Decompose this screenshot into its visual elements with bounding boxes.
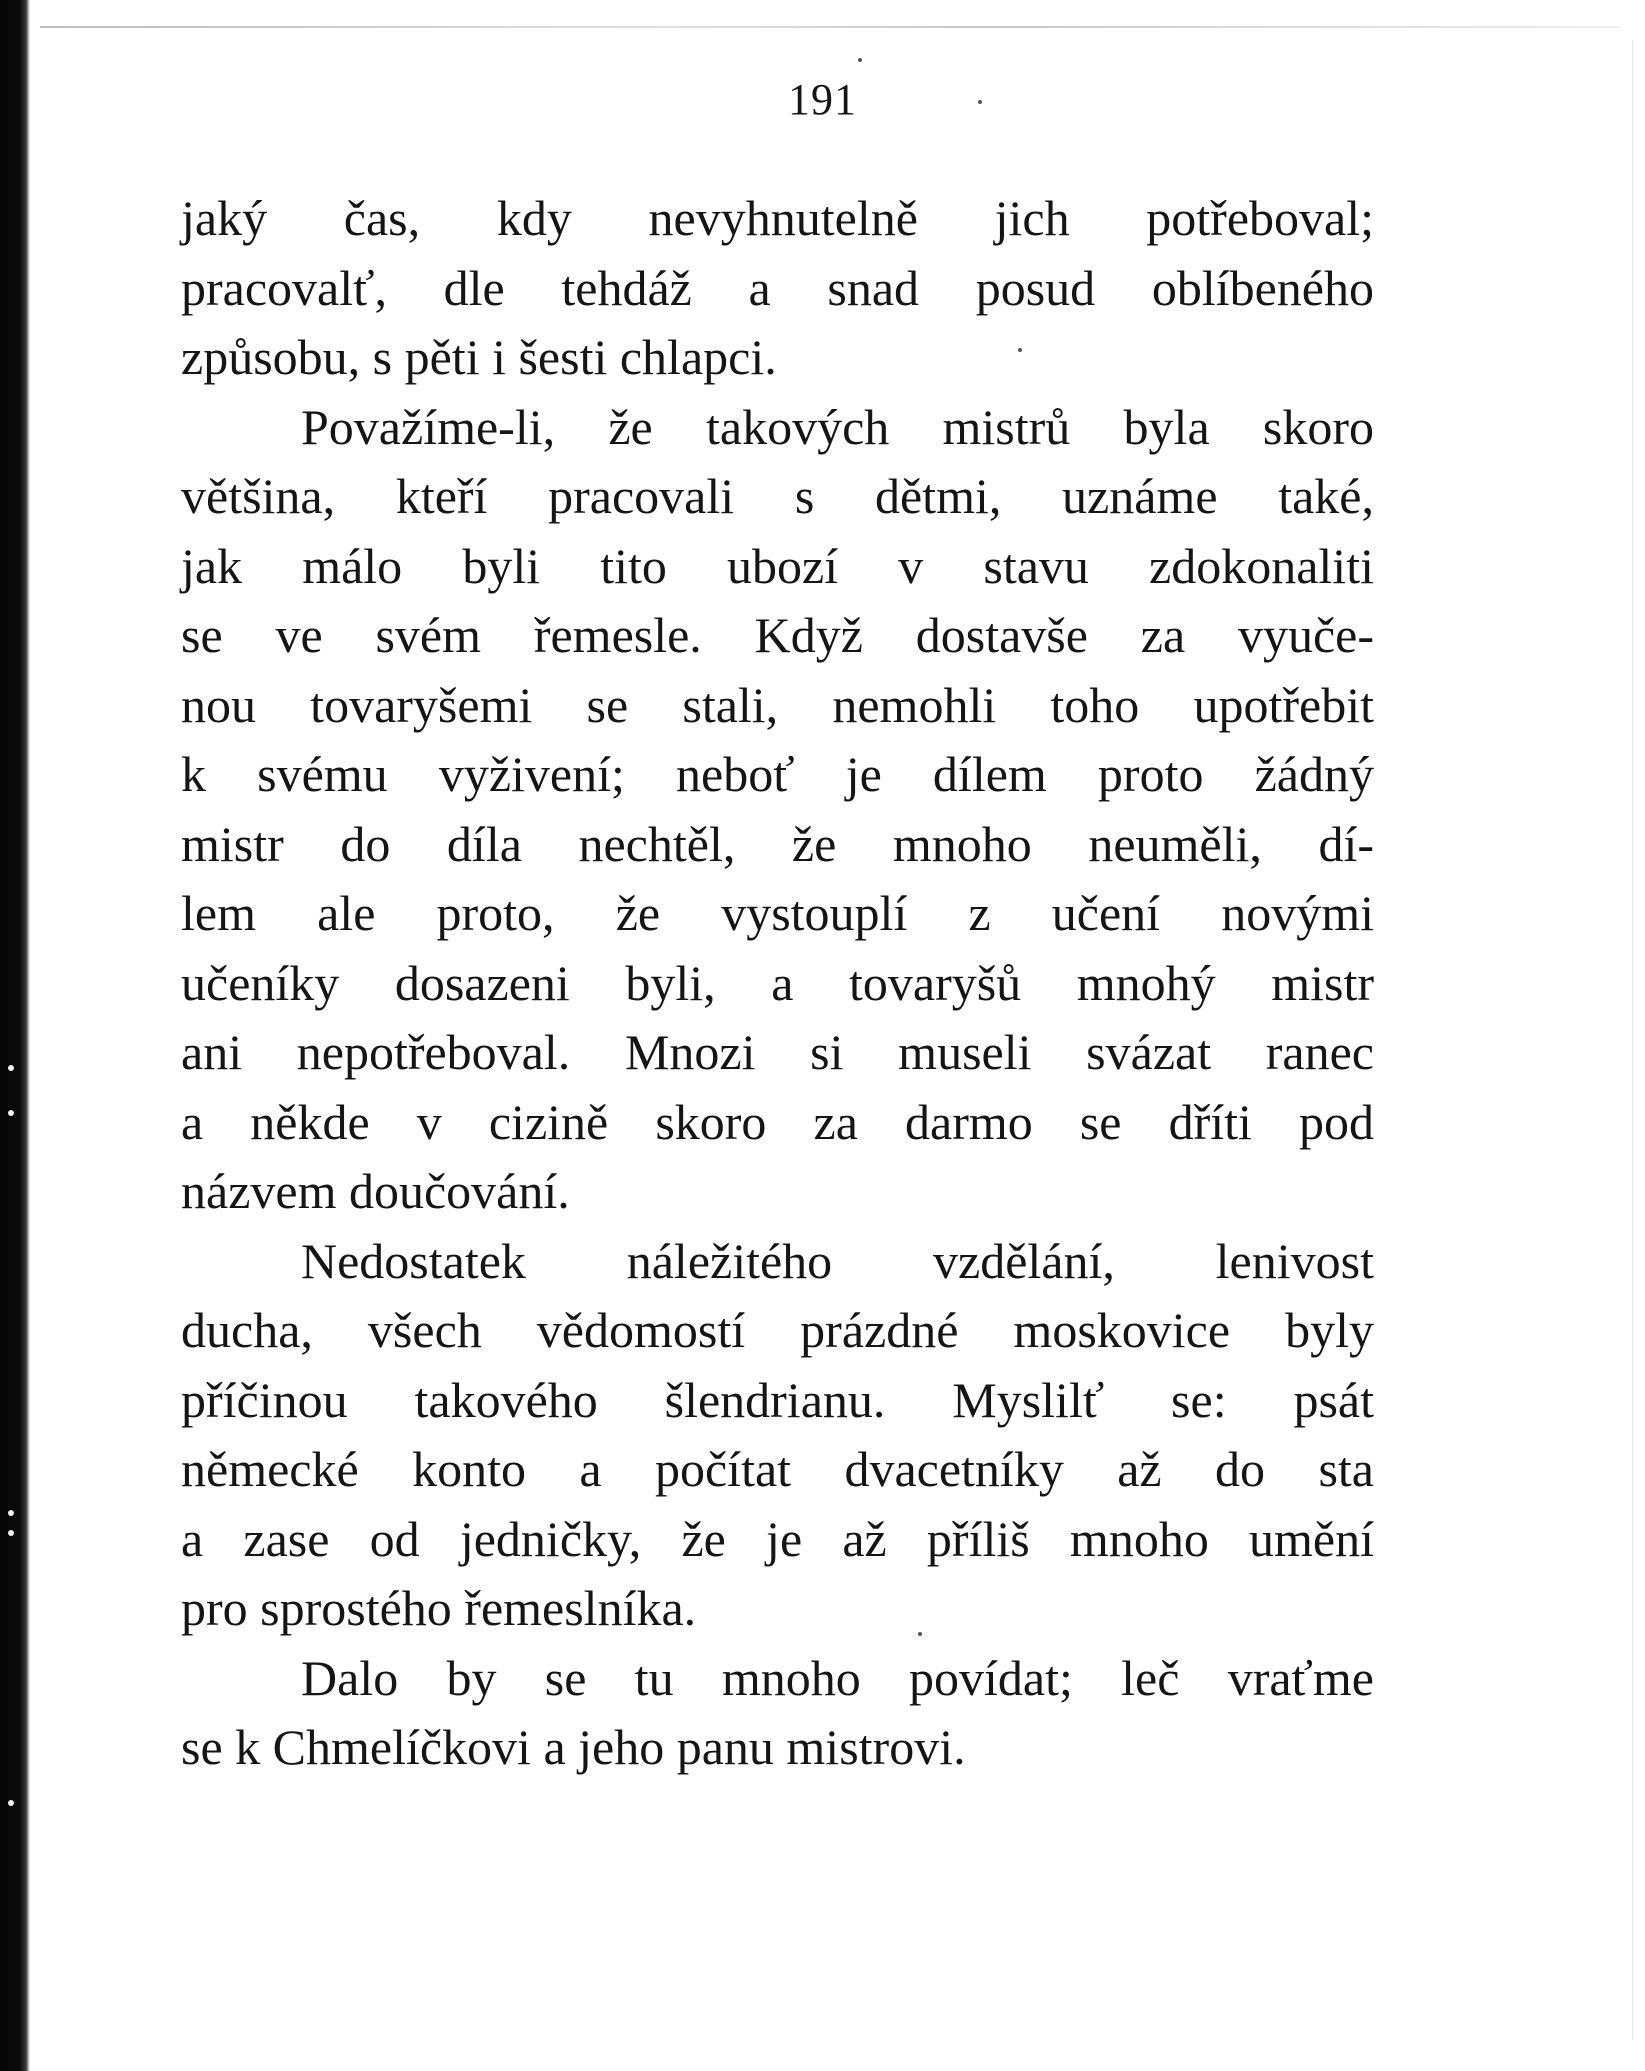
text-line: a zase od jedničky, že je až příliš mnoho umění: [181, 1510, 1374, 1567]
text-line: německé konto a počítat dvacetníky až do sta: [181, 1441, 1374, 1497]
text-line: a někde v cizině skoro za darmo se dříti pod: [181, 1093, 1374, 1150]
body-text: [181, 184, 1374, 1783]
text-line: se ve svém řemesle. Když dostavše za vyuče-: [181, 607, 1374, 663]
text-line: Nedostatek náležitého vzdělání, lenivost: [301, 1232, 1374, 1289]
scan-speck: [8, 1800, 14, 1806]
text-line: jak málo byli tito ubozí v stavu zdokonaliti: [181, 537, 1374, 594]
text-line: názvem doučování.: [181, 1163, 570, 1219]
dust-speck: [858, 58, 862, 62]
right-rule: [1632, 40, 1633, 2040]
text-line: se k Chmelíčkovi a jeho panu mistrovi.: [181, 1719, 966, 1775]
text-line: většina, kteří pracovali s dětmi, uznáme také,: [181, 468, 1374, 524]
scan-speck: [8, 1110, 14, 1116]
text-line: učeníky dosazeni byli, a tovaryšů mnohý mistr: [181, 954, 1374, 1011]
text-line: jaký čas, kdy nevyhnutelně jich potřeboval;: [181, 190, 1374, 246]
text-line: Dalo by se tu mnoho povídat; leč vraťme: [301, 1649, 1374, 1706]
text-line: mistr do díla nechtěl, že mnoho neuměli, dí-: [181, 815, 1374, 872]
scan-speck: [8, 1065, 14, 1071]
text-line: lem ale proto, že vystouplí z učení novými: [181, 885, 1374, 941]
scan-speck: [8, 1530, 14, 1536]
page-number: 191: [788, 75, 857, 124]
text-line: pro sprostého řemeslníka.: [181, 1580, 697, 1636]
text-line: pracovalť, dle tehdáž a snad posud oblíbeného: [181, 259, 1374, 316]
text-line: ducha, všech vědomostí prázdné moskovice byly: [181, 1302, 1374, 1358]
scan-edge: [0, 0, 30, 2071]
scan-speck: [8, 1510, 14, 1516]
text-line: způsobu, s pěti i šesti chlapci.: [181, 329, 777, 385]
text-line: k svému vyživení; neboť je dílem proto žádný: [181, 746, 1374, 802]
text-line: Považíme-li, že takových mistrů byla skoro: [301, 398, 1374, 455]
top-rule: [40, 26, 1620, 28]
text-line: nou tovaryšemi se stali, nemohli toho upotřebit: [181, 676, 1374, 733]
text-line: příčinou takového šlendrianu. Myslilť se: psát: [181, 1371, 1374, 1428]
text-line: ani nepotřeboval. Mnozi si museli svázat ranec: [181, 1024, 1374, 1080]
